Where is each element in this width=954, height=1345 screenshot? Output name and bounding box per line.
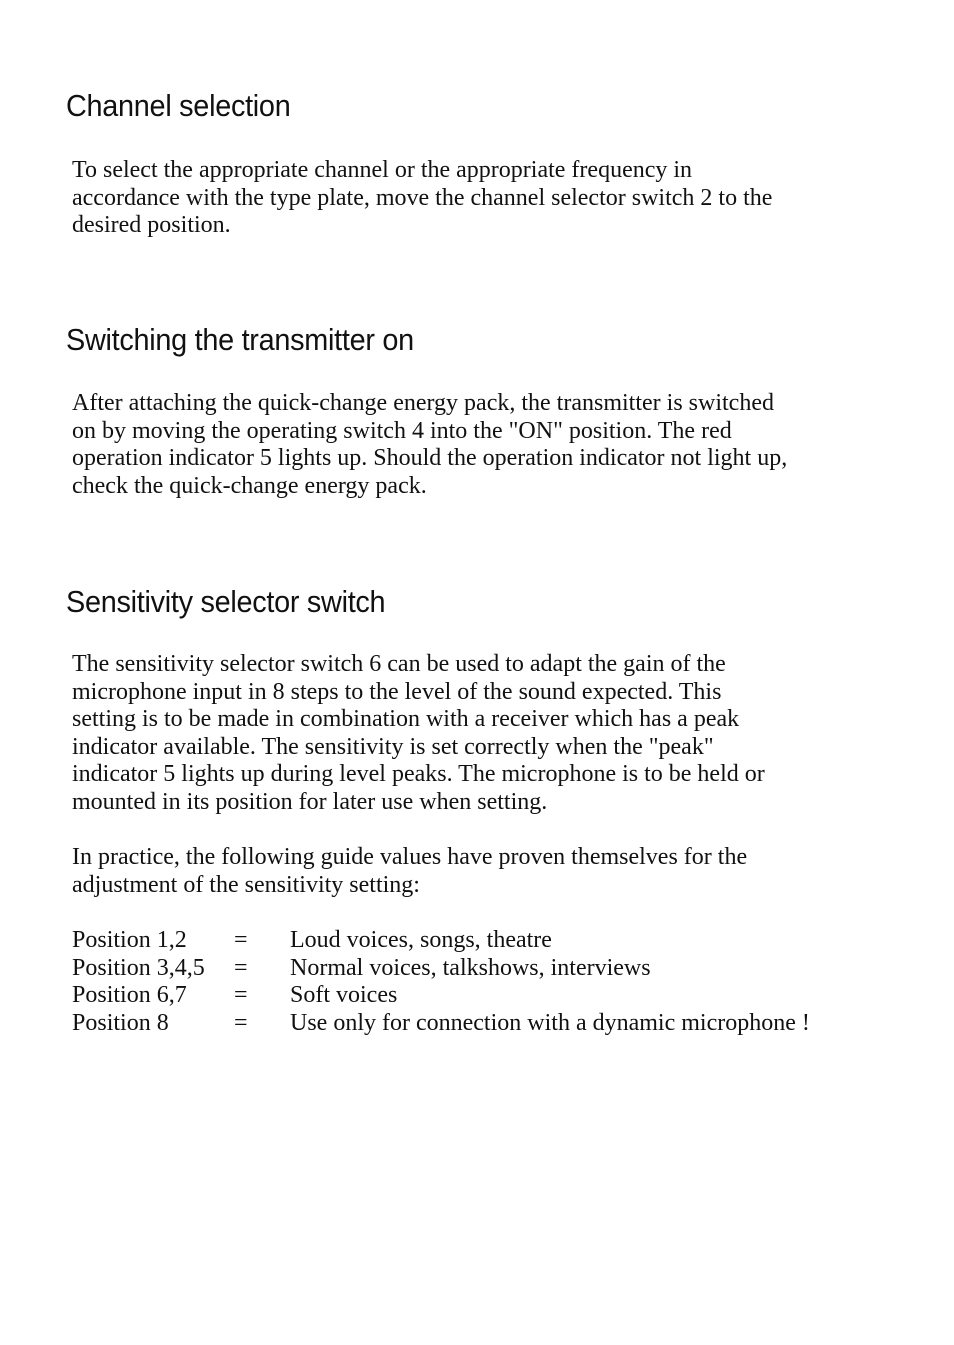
text-line: To select the appropriate channel or the appropriate frequency in [72,157,693,183]
text-line: In practice, the following guide values have proven themselves for the [72,844,748,870]
text-line: desired position. [72,212,231,239]
heading-channel-selection: Channel selection [66,88,291,123]
text-line: accordance with the type plate, move the channel selector switch 2 to the [72,184,773,211]
guide-position: Position 8 [72,1009,169,1036]
guide-equals: = [234,1009,248,1036]
paragraph-guide-intro [72,844,902,899]
text-line: mounted in its position for later use when setting. [72,788,548,815]
guide-equals: = [234,954,248,981]
guide-equals: = [234,927,248,953]
text-line: check the quick-change energy pack. [72,472,427,499]
guide-position: Position 6,7 [72,982,187,1008]
guide-description: Use only for connection with a dynamic microphone ! [290,1009,810,1036]
paragraph-sensitivity-description [72,651,902,817]
heading-sensitivity-selector-switch: Sensitivity selector switch [66,584,386,619]
guide-position: Position 3,4,5 [72,954,205,981]
guide-description: Normal voices, talkshows, interviews [290,954,651,981]
text-line: The sensitivity selector switch 6 can be used to adapt the gain of the [72,651,726,677]
paragraph-switching-transmitter-on [72,390,902,500]
text-line: on by moving the operating switch 4 into the "ON" position. The red [72,417,732,444]
paragraph-channel-selection [72,157,902,240]
guide-equals: = [234,982,248,1008]
text-line: indicator 5 lights up during level peaks. The microphone is to be held or [72,761,765,788]
text-line: adjustment of the sensitivity setting: [72,871,420,898]
guide-description: Soft voices [290,982,398,1008]
guide-position: Position 1,2 [72,927,187,953]
guide-description: Loud voices, songs, theatre [290,927,552,953]
text-line: setting is to be made in combination with a receiver which has a peak [72,706,740,733]
text-line: operation indicator 5 lights up. Should the operation indicator not light up, [72,445,788,472]
text-line: After attaching the quick-change energy pack, the transmitter is switched [72,390,774,416]
heading-switching-transmitter-on: Switching the transmitter on [66,322,414,357]
text-line: indicator available. The sensitivity is set correctly when the "peak" [72,733,714,760]
text-line: microphone input in 8 steps to the level of the sound expected. This [72,678,722,705]
